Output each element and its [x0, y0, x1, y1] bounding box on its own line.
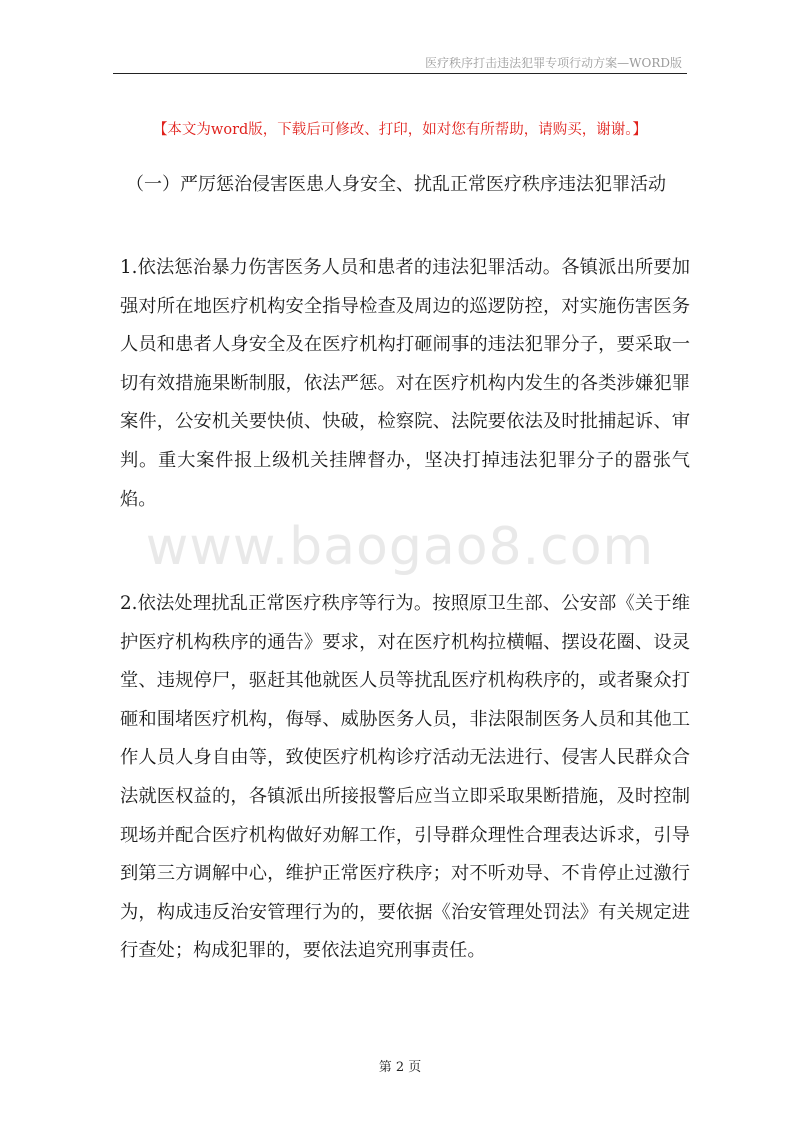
watermark: www.baogao8.com: [145, 517, 655, 577]
section-heading: （一）严厉惩治侵害医患人身安全、扰乱正常医疗秩序违法犯罪活动: [126, 174, 666, 195]
header-divider: [113, 73, 687, 74]
paragraph-1: 1.依法惩治暴力伤害医务人员和患者的违法犯罪活动。各镇派出所要加强对所在地医疗机构安全指导检查及周边的巡逻防控，对实施伤害医务人员和患者人身安全及在医疗机构打砸闹事的违法犯罪分子，要采取一切有效措施果断制服，依法严惩。对在医疗机构内发生的各类涉嫌犯罪案件，公安机关要快侦、快破，检察院、法院要依法及时批捕起诉、审判。重大案件报上级机关挂牌督办，坚决打掉违法犯罪分子的嚣张气焰。: [120, 257, 690, 510]
page-number: 第 2 页: [378, 1060, 422, 1075]
paragraph-2: 2.依法处理扰乱正常医疗秩序等行为。按照原卫生部、公安部《关于维护医疗机构秩序的通告》要求，对在医疗机构拉横幅、摆设花圈、设灵堂、违规停尸，驱赶其他就医人员等扰乱医疗机构秩序的，或者聚众打砸和围堵医疗机构，侮辱、威胁医务人员，非法限制医务人员和其他工作人员人身自由等，致使医疗机构诊疗活动无法进行、侵害人民群众合法就医权益的，各镇派出所接报警后应当立即采取果断措施，及时控制现场并配合医疗机构做好劝解工作，引导群众理性合理表达诉求，引导到第三方调解中心，维护正常医疗秩序；对不听劝导、不肯停止过激行为，构成违反治安管理行为的，要依据《治安管理处罚法》有关规定进行查处；构成犯罪的，要依法追究刑事责任。: [120, 593, 690, 962]
download-notice: 【本文为word版，下载后可修改、打印，如对您有所帮助，请购买，谢谢。】: [152, 122, 648, 138]
running-header: 医疗秩序打击违法犯罪专项行动方案—WORD版: [425, 56, 682, 70]
